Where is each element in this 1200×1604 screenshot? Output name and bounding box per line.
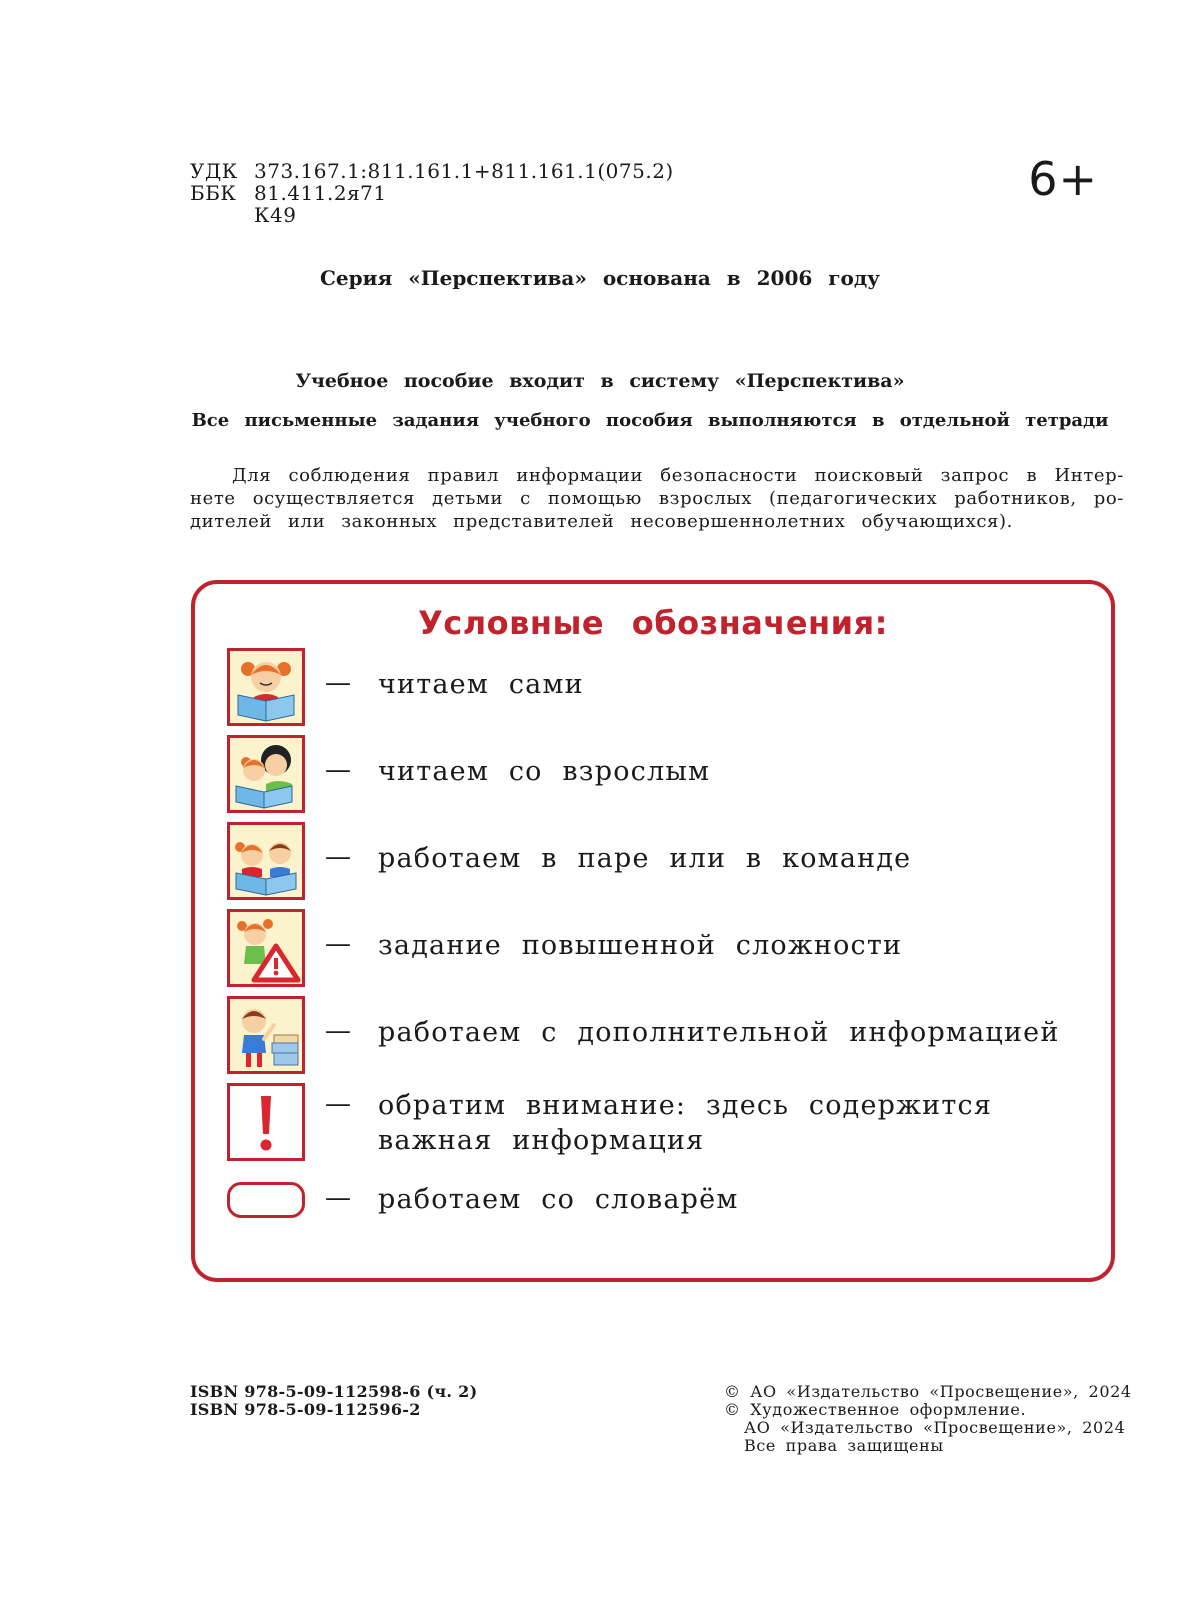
paragraph-word: нете [190,488,236,509]
paragraph-word: правил [427,465,500,486]
warning-girl-icon [227,909,305,987]
safety-paragraph [190,464,1124,533]
legend-dash: — [325,668,351,698]
legend-dash: — [325,1016,351,1046]
legend-text: читаем сами [378,669,584,700]
paragraph-word: или [287,511,326,532]
copyright-line: © Художественное оформление. [724,1400,1027,1419]
girl-reading-icon [227,648,305,726]
author-mark-row [190,204,674,226]
paragraph-word: запрос [940,465,1010,486]
copyright-line: АО «Издательство «Просвещение», 2024 [744,1418,1126,1437]
bbk-key: ББК [190,181,237,205]
boy-with-books-icon [227,996,305,1074]
paragraph-word: детьми [432,488,504,509]
legend-dash: — [325,755,351,785]
paragraph-word: Интер- [1054,465,1124,486]
legend-text: читаем со взрослым [378,756,711,787]
legend-text: задание повышенной сложности [378,930,903,961]
paragraph-word: безопасности [660,465,798,486]
legend-text: работаем в паре или в команде [378,843,912,874]
isbn-block [190,1383,477,1419]
rights-reserved: Все права защищены [744,1436,944,1455]
exclamation-icon [227,1083,305,1161]
paragraph-word: Для [232,465,272,486]
author-mark: К49 [254,203,297,227]
paragraph-word: осуществляется [252,488,415,509]
paragraph-word: дителей [190,511,272,532]
safety-line-1 [190,464,1124,487]
bbk-value: 81.411.2я71 [254,181,387,205]
legend-dash: — [325,1089,351,1119]
copyright-block [724,1383,1132,1455]
classification-block [190,160,674,226]
legend-title: Условные обозначения: [418,604,888,642]
paragraph-word: представителей [453,511,615,532]
system-note: Учебное пособие входит в систему «Перспектива» [295,370,905,392]
paragraph-word: (педагогических [769,488,938,509]
legend-box [191,580,1115,1282]
paragraph-word: помощью [547,488,642,509]
legend-dash: — [325,842,351,872]
paragraph-word: соблюдения [288,465,411,486]
paragraph-word: несовершеннолетних [630,511,846,532]
safety-line-2 [190,487,1124,510]
isbn-set: ISBN 978-5-09-112596-2 [190,1400,421,1419]
paragraph-word: законных [341,511,438,532]
dictionary-frame-icon [227,1182,305,1218]
paragraph-word: с [520,488,531,509]
bbk-row [190,182,674,204]
legend-text: обратим внимание: здесь содержится [378,1090,993,1121]
pair-work-icon [227,822,305,900]
reading-with-adult-icon [227,735,305,813]
legend-dash: — [325,929,351,959]
written-note: Все письменные задания учебного пособия выполняются в отдельной тетради [191,410,1109,431]
udk-row [190,160,674,182]
legend-text-continued: важная информация [378,1125,705,1156]
udk-key: УДК [190,159,238,183]
series-note: Серия «Перспектива» основана в 2006 году [320,266,880,290]
paragraph-word: взрослых [658,488,753,509]
paragraph-word: работников, [954,488,1077,509]
paragraph-word: обучающихся). [861,511,1013,532]
legend-dash: — [325,1183,351,1213]
legend-text: работаем со словарём [378,1184,739,1215]
copyright-line: © АО «Издательство «Просвещение», 2024 [724,1382,1132,1401]
paragraph-word: информации [516,465,644,486]
udk-value: 373.167.1:811.161.1+811.161.1(075.2) [254,159,674,183]
paragraph-word: ро- [1093,488,1124,509]
age-rating: 6+ [1028,152,1098,206]
paragraph-word: в [1026,465,1038,486]
safety-line-3 [190,510,1124,533]
isbn-part: ISBN 978-5-09-112598-6 (ч. 2) [190,1382,478,1401]
paragraph-word: поисковый [814,465,924,486]
legend-text: работаем с дополнительной информацией [378,1017,1060,1048]
